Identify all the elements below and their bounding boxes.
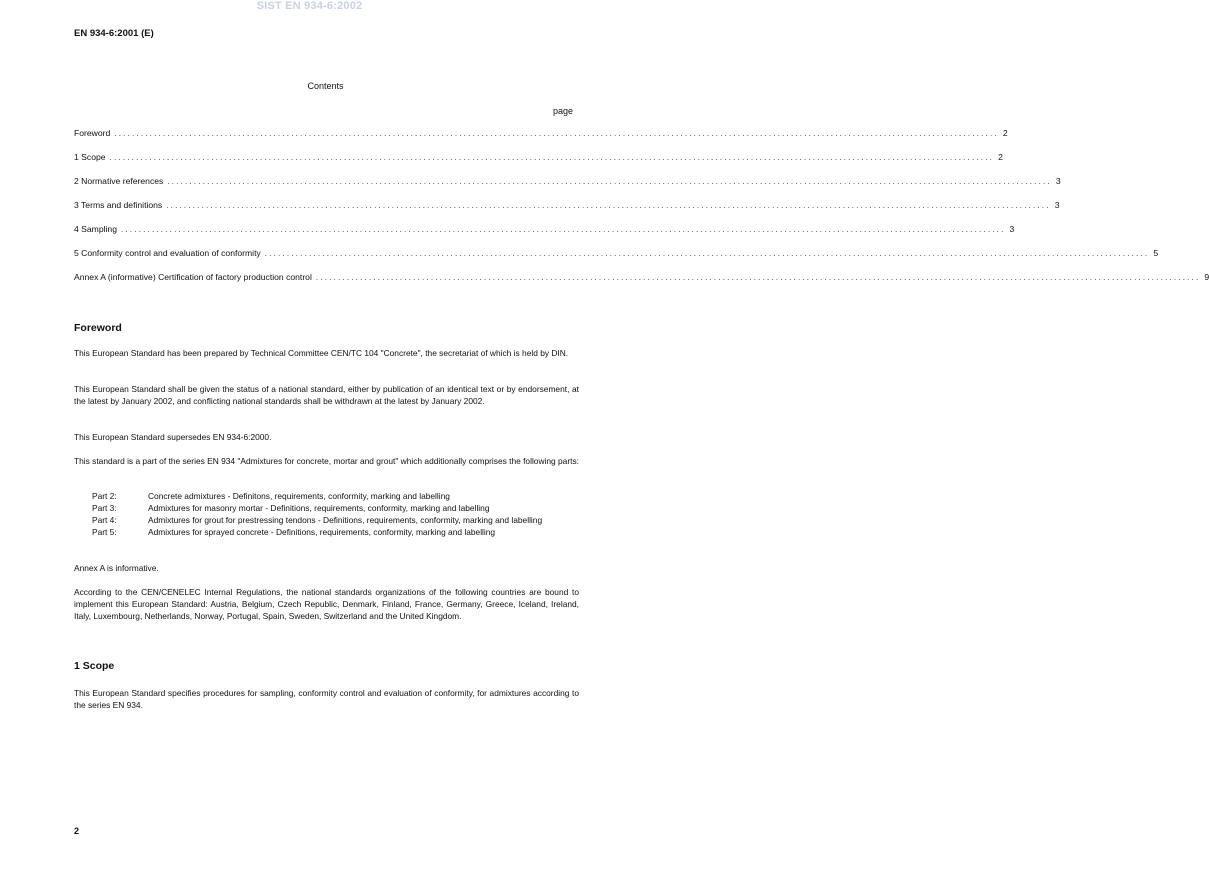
part-description: Admixtures for masonry mortar - Definitions, requirements, conformity, marking and labelling xyxy=(148,503,490,513)
toc-entry[interactable] xyxy=(74,152,1003,176)
toc-leader-dots: ........................................................................................................................................................................................................ xyxy=(315,273,1201,282)
toc-entry-page: 3 xyxy=(1055,176,1061,186)
list-item xyxy=(92,514,572,526)
toc-entry-label: 3 Terms and definitions xyxy=(74,200,163,210)
contents-title: Contents xyxy=(307,81,344,91)
toc-leader-dots: ........................................................................................................................................................................................................ xyxy=(109,153,995,162)
parts-list xyxy=(92,490,572,538)
foreword-paragraph: This European Standard has been prepared by Technical Committee CEN/TC 104 "Concrete", the secretariat of which is held by DIN. xyxy=(74,348,569,358)
part-number: Part 2: xyxy=(92,491,117,501)
toc-leader-dots: ........................................................................................................................................................................................................ xyxy=(114,129,999,138)
toc-entry-label: 5 Conformity control and evaluation of conformity xyxy=(74,248,261,258)
toc-entry[interactable] xyxy=(74,248,1159,272)
part-description: Concrete admixtures - Definitons, requirements, conformity, marking and labelling xyxy=(148,491,450,501)
foreword-paragraph: Annex A is informative. xyxy=(74,563,159,573)
toc-leader-dots: ........................................................................................................................................................................................................ xyxy=(121,225,1006,234)
part-description: Admixtures for sprayed concrete - Definitions, requirements, conformity, marking and labelling xyxy=(148,527,496,537)
toc-leader-dots: ........................................................................................................................................................................................................ xyxy=(167,177,1052,186)
toc-entry[interactable] xyxy=(74,176,1061,200)
toc-entry-page: 3 xyxy=(1009,224,1015,234)
part-number: Part 3: xyxy=(92,503,117,513)
toc-entry-page: 2 xyxy=(998,152,1003,162)
foreword-paragraph: According to the CEN/CENELEC Internal Regulations, the national standards organizations of the following countries are bound to implement this European Standard: Austria, Belgium, Czech Republic, Denmark, Finland, France, Germany, Greece, Iceland, Ireland, Italy, Luxembourg, Netherlands, Norway, Portugal, Spain, Sweden, Switzerland and the United Kingdom. xyxy=(74,587,579,621)
list-item xyxy=(92,526,572,538)
toc-entry-page: 9 xyxy=(1204,272,1209,282)
scope-heading: 1 Scope xyxy=(74,660,115,672)
toc-leader-dots: ........................................................................................................................................................................................................ xyxy=(264,249,1150,258)
scope-paragraph: This European Standard specifies procedures for sampling, conformity control and evaluation of conformity, for admixtures according to the series EN 934. xyxy=(74,688,579,710)
document-id: EN 934-6:2001 (E) xyxy=(74,28,154,39)
toc-entry[interactable] xyxy=(74,200,1060,224)
watermark: SIST EN 934-6:2002 xyxy=(256,0,363,12)
toc-entry-label: Foreword xyxy=(74,128,111,138)
toc-entry[interactable] xyxy=(74,128,1008,152)
page-number: 2 xyxy=(74,826,80,836)
part-number: Part 5: xyxy=(92,527,117,537)
toc-entry-label: Annex A (informative) Certification of factory production control xyxy=(74,272,312,282)
toc-entry[interactable] xyxy=(74,272,1209,296)
toc-entry-page: 2 xyxy=(1002,128,1008,138)
table-of-contents xyxy=(74,128,1209,296)
toc-entry-label: 2 Normative references xyxy=(74,176,164,186)
foreword-paragraph: This standard is a part of the series EN 934 "Admixtures for concrete, mortar and grout" which additionally comprises the following parts: xyxy=(74,456,579,466)
toc-leader-dots: ........................................................................................................................................................................................................ xyxy=(166,201,1051,210)
foreword-heading: Foreword xyxy=(74,322,122,334)
toc-entry[interactable] xyxy=(74,224,1015,248)
list-item xyxy=(92,490,572,502)
toc-entry-page: 3 xyxy=(1054,200,1060,210)
foreword-paragraph: This European Standard supersedes EN 934-6:2000. xyxy=(74,432,272,442)
part-number: Part 4: xyxy=(92,515,117,525)
part-description: Admixtures for grout for prestressing tendons - Definitions, requirements, conformity, marking and labelling xyxy=(148,515,543,525)
toc-page-label: page xyxy=(552,106,573,116)
toc-entry-label: 1 Scope xyxy=(74,152,106,162)
toc-entry-page: 5 xyxy=(1153,248,1159,258)
toc-entry-label: 4 Sampling xyxy=(74,224,117,234)
list-item xyxy=(92,502,572,514)
foreword-paragraph: This European Standard shall be given the status of a national standard, either by publication of an identical text or by endorsement, at the latest by January 2002, and conflicting national standards shall be withdrawn at the latest by January 2002. xyxy=(74,384,579,406)
